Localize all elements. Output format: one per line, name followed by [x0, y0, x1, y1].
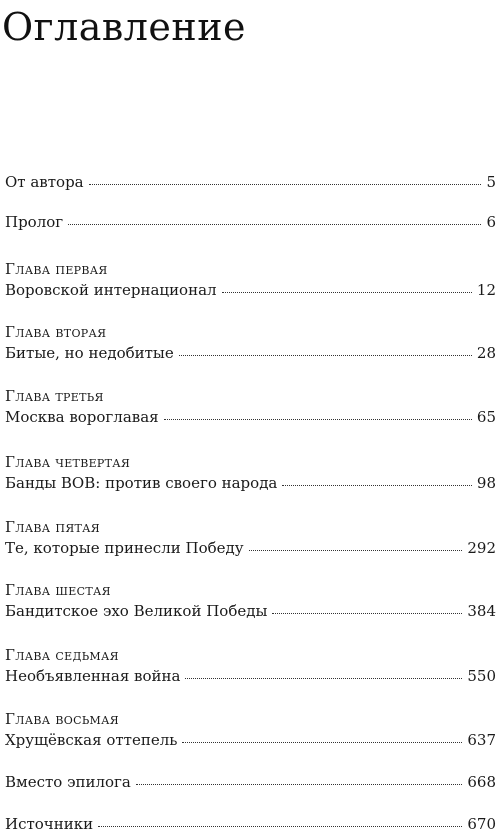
toc-entry-chapter-1[interactable] — [5, 259, 496, 301]
toc-page-number: 28 — [476, 344, 496, 362]
toc-line[interactable] — [5, 600, 496, 622]
toc-entry-title: От автора — [5, 173, 84, 191]
toc-entry-title: Воровской интернационал — [5, 281, 217, 299]
toc-entry-chapter-4[interactable] — [5, 452, 496, 494]
chapter-label: Глава шестая — [5, 581, 111, 599]
toc-entry-title: Банды ВОВ: против своего народа — [5, 474, 278, 492]
toc-entry-title: Битые, но недобитые — [5, 344, 174, 362]
toc-page-number: 12 — [476, 281, 496, 299]
page-title: Оглавление — [2, 5, 247, 49]
toc-page-number: 384 — [467, 602, 496, 620]
toc-line[interactable] — [5, 472, 496, 494]
toc-entry-epilogue[interactable] — [5, 771, 496, 793]
toc-entry-sources[interactable] — [5, 813, 496, 835]
toc-page-number: 292 — [467, 539, 496, 557]
toc-entry-title: Необъявленная война — [5, 667, 181, 685]
toc-line[interactable] — [5, 406, 496, 428]
toc-page-number: 550 — [467, 667, 496, 685]
dot-leader — [98, 826, 462, 827]
dot-leader — [136, 784, 463, 785]
chapter-label: Глава седьмая — [5, 646, 119, 664]
dot-leader — [164, 419, 472, 420]
toc-page-number: 637 — [467, 731, 496, 749]
toc-page-number: 98 — [476, 474, 496, 492]
dot-leader — [68, 224, 481, 225]
toc-line[interactable] — [5, 537, 496, 559]
toc-entry-chapter-8[interactable] — [5, 709, 496, 751]
toc-entry-chapter-3[interactable] — [5, 386, 496, 428]
table-of-contents — [5, 0, 496, 840]
toc-line[interactable] — [5, 171, 496, 193]
toc-page-number: 6 — [486, 213, 496, 231]
toc-entry-prologue[interactable] — [5, 211, 496, 233]
toc-entry-title: Бандитское эхо Великой Победы — [5, 602, 268, 620]
dot-leader — [272, 613, 462, 614]
toc-page-number: 668 — [467, 773, 496, 791]
toc-line[interactable] — [5, 279, 496, 301]
chapter-label: Глава третья — [5, 387, 104, 405]
toc-entry-title: Вместо эпилога — [5, 773, 131, 791]
dot-leader — [179, 355, 472, 356]
toc-entry-from-author[interactable] — [5, 171, 496, 193]
toc-line[interactable] — [5, 771, 496, 793]
toc-line[interactable] — [5, 813, 496, 835]
dot-leader — [89, 184, 482, 185]
toc-entry-chapter-7[interactable] — [5, 645, 496, 687]
toc-entry-title: Москва вороглавая — [5, 408, 159, 426]
toc-line[interactable] — [5, 665, 496, 687]
toc-line[interactable] — [5, 211, 496, 233]
dot-leader — [282, 485, 472, 486]
toc-entry-title: Источники — [5, 815, 94, 833]
dot-leader — [249, 550, 463, 551]
dot-leader — [182, 742, 462, 743]
toc-line[interactable] — [5, 342, 496, 364]
chapter-label: Глава вторая — [5, 323, 107, 341]
toc-entry-title: Те, которые принесли Победу — [5, 539, 244, 557]
toc-entry-title: Хрущёвская оттепель — [5, 731, 178, 749]
toc-line[interactable] — [5, 729, 496, 751]
toc-entry-chapter-6[interactable] — [5, 580, 496, 622]
toc-entry-chapter-2[interactable] — [5, 322, 496, 364]
toc-page-number: 5 — [486, 173, 496, 191]
chapter-label: Глава восьмая — [5, 710, 119, 728]
toc-entry-chapter-5[interactable] — [5, 517, 496, 559]
toc-page-number: 65 — [476, 408, 496, 426]
dot-leader — [222, 292, 472, 293]
toc-entry-title: Пролог — [5, 213, 64, 231]
chapter-label: Глава пятая — [5, 518, 100, 536]
chapter-label: Глава четвертая — [5, 453, 131, 471]
chapter-label: Глава первая — [5, 260, 108, 278]
dot-leader — [185, 678, 462, 679]
toc-page-number: 670 — [467, 815, 496, 833]
